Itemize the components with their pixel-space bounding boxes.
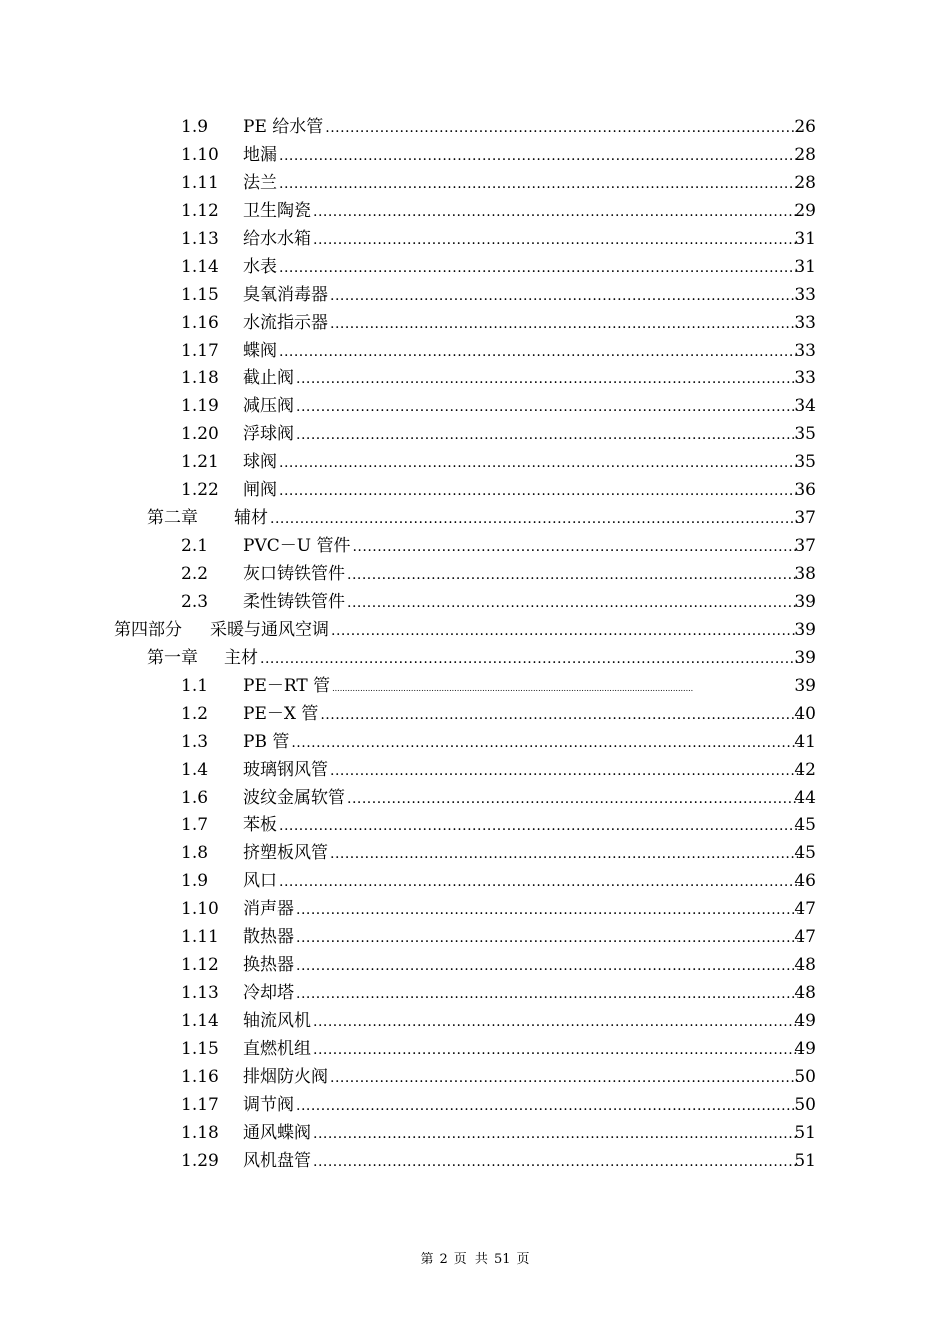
- toc-entry-number: 1.9: [181, 871, 209, 892]
- dot-leader: [296, 981, 798, 1009]
- toc-entry[interactable]: [0, 785, 950, 813]
- toc-entry-page: 35: [794, 424, 816, 445]
- toc-entry-number: 2.3: [181, 591, 209, 612]
- toc-entry-title: 排烟防火阀: [243, 1066, 328, 1087]
- dot-leader: [347, 786, 798, 814]
- toc-entry-title-leader: [243, 421, 798, 450]
- toc-entry-title-leader: [243, 282, 798, 311]
- toc-entry-page: 35: [794, 452, 816, 473]
- toc-entry-title: 水表: [243, 256, 277, 277]
- toc-entry[interactable]: [0, 589, 950, 617]
- toc-entry-title-leader: [243, 729, 798, 758]
- footer-total-pages: 51: [493, 1252, 511, 1267]
- toc-entry-title: 通风蝶阀: [243, 1122, 311, 1143]
- dot-leader: [330, 283, 798, 311]
- toc-entry-number: 1.4: [181, 759, 209, 780]
- toc-entry[interactable]: [0, 645, 950, 673]
- toc-entry-number: 1.1: [181, 675, 209, 696]
- toc-entry-title-leader: [234, 505, 798, 534]
- toc-entry-title: 冷却塔: [243, 983, 294, 1004]
- toc-entry-page: 39: [794, 591, 816, 612]
- toc-entry[interactable]: [0, 477, 950, 505]
- toc-entry-number: 1.18: [181, 368, 219, 389]
- toc-entry-number: 1.16: [181, 1066, 219, 1087]
- toc-entry-title-leader: [243, 673, 693, 703]
- toc-entry-title-leader: [243, 254, 798, 283]
- dot-leader: [296, 1093, 798, 1121]
- dot-leader: [313, 1009, 798, 1037]
- toc-entry[interactable]: [0, 980, 950, 1008]
- toc-entry-number: 1.2: [181, 703, 209, 724]
- toc-entry-title-leader: [243, 980, 798, 1009]
- toc-entry-page: 48: [794, 983, 816, 1004]
- dot-leader: [279, 171, 798, 199]
- toc-entry[interactable]: [0, 868, 950, 896]
- toc-entry-page: 39: [794, 675, 816, 696]
- toc-entry-title: 蝶阀: [243, 340, 277, 361]
- toc-entry-page: 38: [794, 564, 816, 584]
- toc-entry-page: 34: [794, 396, 816, 417]
- toc-entry-title-leader: [243, 533, 798, 562]
- toc-entry-title: 柔性铸铁管件: [243, 591, 345, 612]
- toc-entry-title-leader: [243, 952, 798, 981]
- toc-entry-title: 挤塑板风管: [243, 843, 328, 864]
- toc-entry-title-leader: [243, 840, 798, 869]
- toc-entry[interactable]: [0, 1064, 950, 1092]
- toc-entry-page: 45: [794, 843, 816, 864]
- toc-entry-number: 1.7: [181, 815, 209, 836]
- toc-entry-page: 51: [794, 1122, 816, 1143]
- toc-entry-number: 1.17: [181, 340, 219, 361]
- footer-middle: 页 共: [453, 1252, 488, 1267]
- toc-entry-title: 辅材: [234, 508, 268, 529]
- dot-leader: [279, 255, 798, 283]
- dot-leader: [325, 115, 798, 143]
- toc-entry[interactable]: [0, 142, 950, 170]
- toc-entry[interactable]: [0, 533, 950, 561]
- toc-entry[interactable]: [0, 1036, 950, 1064]
- toc-entry-number: 1.6: [181, 787, 209, 808]
- toc-entry-title: 给水水箱: [243, 228, 311, 249]
- toc-entry-title: 浮球阀: [243, 424, 294, 445]
- toc-entry-number: 2.1: [181, 536, 209, 557]
- toc-entry[interactable]: [0, 757, 950, 785]
- dot-leader: [347, 562, 798, 590]
- dot-leader: [313, 1149, 798, 1177]
- toc-entry-title-leader: [243, 1148, 798, 1177]
- toc-entry-number: 1.21: [181, 452, 219, 473]
- toc-entry-title-leader: [243, 198, 798, 227]
- toc-entry[interactable]: [0, 505, 950, 533]
- toc-entry-page: 49: [794, 1011, 816, 1031]
- dot-leader: [352, 534, 798, 562]
- toc-entry-title-leader: [243, 1064, 798, 1093]
- toc-entry-title-leader: [243, 589, 798, 618]
- toc-entry-page: 48: [794, 955, 816, 976]
- toc-entry-number: 1.13: [181, 983, 219, 1004]
- toc-entry-page: 29: [794, 200, 816, 221]
- toc-entry[interactable]: [0, 729, 950, 757]
- toc-entry-page: 37: [794, 536, 816, 557]
- toc-entry-title: 截止阀: [243, 368, 294, 389]
- toc-entry-title-leader: [224, 645, 798, 674]
- toc-entry-number: 1.9: [181, 117, 209, 137]
- toc-entry[interactable]: [0, 896, 950, 924]
- toc-entry[interactable]: [0, 1148, 950, 1176]
- toc-entry-title: 主材: [224, 647, 258, 668]
- toc-entry-page: 33: [794, 284, 816, 305]
- toc-entry-title-leader: [243, 142, 798, 171]
- toc-entry-title: PE 给水管: [243, 117, 324, 137]
- toc-entry-title-leader: [243, 785, 798, 814]
- toc-entry[interactable]: [0, 365, 950, 393]
- toc-entry-number: 1.8: [181, 843, 209, 864]
- toc-entry-title: 减压阀: [243, 396, 294, 417]
- toc-entry-title: 风口: [243, 871, 277, 892]
- toc-entry-title-leader: [243, 701, 798, 730]
- toc-entry[interactable]: [0, 198, 950, 226]
- toc-entry-number: 1.13: [181, 228, 219, 249]
- toc-entry-page: 50: [794, 1066, 816, 1087]
- toc-entry-title-leader: [243, 393, 798, 422]
- dot-leader: [260, 646, 798, 674]
- toc-entry-title: 卫生陶瓷: [243, 200, 311, 221]
- toc-entry-page: 36: [794, 480, 816, 501]
- toc-entry-number: 1.14: [181, 1011, 219, 1031]
- dot-leader: [332, 675, 693, 703]
- toc-entry-number: 第二章: [147, 508, 198, 529]
- toc-entry-number: 2.2: [181, 564, 209, 584]
- toc-entry[interactable]: [0, 393, 950, 421]
- dot-leader: [313, 227, 798, 255]
- toc-entry-number: 1.11: [181, 172, 219, 193]
- dot-leader: [331, 618, 798, 646]
- toc-entry[interactable]: [0, 952, 950, 980]
- toc-entry[interactable]: [0, 226, 950, 254]
- toc-entry-number: 1.17: [181, 1094, 219, 1115]
- toc-entry-page: 39: [794, 647, 816, 668]
- dot-leader: [347, 590, 798, 618]
- toc-entry-number: 1.3: [181, 731, 209, 752]
- toc-entry-number: 1.14: [181, 256, 219, 277]
- toc-entry-page: 41: [794, 731, 816, 752]
- toc-entry-number: 1.19: [181, 396, 219, 417]
- toc-entry-title-leader: [243, 226, 798, 255]
- toc-entry-number: 1.20: [181, 424, 219, 445]
- toc-entry-title: 地漏: [243, 144, 277, 165]
- toc-entry-title-leader: [243, 924, 798, 953]
- dot-leader: [279, 339, 798, 367]
- toc-entry-page: 51: [794, 1150, 816, 1171]
- toc-entry-title-leader: [243, 170, 798, 199]
- dot-leader: [296, 394, 798, 422]
- toc-entry-title-leader: [243, 338, 798, 367]
- toc-entry[interactable]: [0, 1092, 950, 1120]
- toc-entry[interactable]: [0, 617, 950, 645]
- dot-leader: [296, 925, 798, 953]
- toc-entry-title: PE－RT 管: [243, 675, 331, 696]
- toc-entry[interactable]: [0, 673, 950, 701]
- dot-leader: [296, 366, 798, 394]
- toc-entry-page: 33: [794, 368, 816, 389]
- dot-leader: [330, 1065, 798, 1093]
- toc-entry-title-leader: [210, 617, 798, 646]
- dot-leader: [313, 199, 798, 227]
- toc-entry-page: 28: [794, 144, 816, 165]
- toc-entry-title-leader: [243, 1120, 798, 1149]
- toc-entry-page: 39: [794, 619, 816, 640]
- toc-entry-page: 31: [794, 256, 816, 277]
- toc-entry-title-leader: [243, 1008, 798, 1037]
- dot-leader: [291, 730, 798, 758]
- dot-leader: [279, 450, 798, 478]
- toc-entry-title: 散热器: [243, 927, 294, 948]
- dot-leader: [279, 143, 798, 171]
- toc-entry-title: 臭氧消毒器: [243, 284, 328, 305]
- dot-leader: [279, 478, 798, 506]
- toc-entry-title: 调节阀: [243, 1094, 294, 1115]
- dot-leader: [270, 506, 798, 534]
- toc-entry-page: 31: [794, 228, 816, 249]
- toc-entry-title: 风机盘管: [243, 1150, 311, 1171]
- toc-entry[interactable]: [0, 1120, 950, 1148]
- toc-entry-title-leader: [243, 114, 798, 143]
- dot-leader: [279, 869, 798, 897]
- toc-entry[interactable]: [0, 254, 950, 282]
- dot-leader: [330, 758, 798, 786]
- toc-entry[interactable]: [0, 114, 950, 142]
- toc-entry-page: 46: [794, 871, 816, 892]
- toc-entry-page: 26: [794, 117, 816, 137]
- table-of-contents: [0, 114, 950, 1176]
- toc-entry[interactable]: [0, 310, 950, 338]
- dot-leader: [279, 813, 798, 841]
- toc-entry-number: 1.11: [181, 927, 219, 948]
- toc-entry-title-leader: [243, 896, 798, 925]
- toc-entry-page: 33: [794, 312, 816, 333]
- footer-suffix: 页: [516, 1252, 530, 1267]
- dot-leader: [296, 953, 798, 981]
- dot-leader: [313, 1037, 798, 1065]
- toc-entry-title: PB 管: [243, 731, 290, 752]
- footer-current-page: 2: [439, 1252, 448, 1267]
- dot-leader: [330, 311, 798, 339]
- dot-leader: [296, 422, 798, 450]
- toc-entry-number: 1.10: [181, 899, 219, 920]
- toc-entry-title: 波纹金属软管: [243, 787, 345, 808]
- toc-entry-number: 1.15: [181, 1038, 219, 1059]
- toc-entry-page: 42: [794, 759, 816, 780]
- toc-entry-number: 1.12: [181, 200, 219, 221]
- toc-entry[interactable]: [0, 449, 950, 477]
- toc-entry[interactable]: [0, 170, 950, 198]
- toc-entry-page: 49: [794, 1038, 816, 1059]
- toc-entry-number: 第四部分: [114, 619, 182, 640]
- toc-entry-title: 闸阀: [243, 480, 277, 501]
- toc-entry-page: 45: [794, 815, 816, 836]
- dot-leader: [330, 841, 798, 869]
- toc-entry-title-leader: [243, 477, 798, 506]
- toc-entry-title: 消声器: [243, 899, 294, 920]
- toc-entry[interactable]: [0, 701, 950, 729]
- dot-leader: [313, 1121, 798, 1149]
- toc-entry-page: 37: [794, 508, 816, 529]
- toc-entry-title: PVC－U 管件: [243, 536, 351, 557]
- toc-entry[interactable]: [0, 924, 950, 952]
- toc-entry[interactable]: [0, 1008, 950, 1036]
- toc-entry-number: 1.29: [181, 1150, 219, 1171]
- toc-entry-title-leader: [243, 868, 798, 897]
- toc-entry-title-leader: [243, 310, 798, 339]
- toc-entry-title: 换热器: [243, 955, 294, 976]
- toc-entry-page: 28: [794, 172, 816, 193]
- footer-prefix: 第: [420, 1252, 434, 1267]
- toc-entry-title-leader: [243, 365, 798, 394]
- toc-entry-number: 1.22: [181, 480, 219, 501]
- toc-entry-title: 法兰: [243, 172, 277, 193]
- toc-entry-title-leader: [243, 757, 798, 786]
- toc-entry[interactable]: [0, 338, 950, 366]
- toc-entry-number: 1.12: [181, 955, 219, 976]
- toc-entry-title-leader: [243, 1092, 798, 1121]
- toc-entry-title-leader: [243, 1036, 798, 1065]
- dot-leader: [320, 702, 798, 730]
- toc-entry-title: 灰口铸铁管件: [243, 564, 345, 584]
- toc-entry-title: 水流指示器: [243, 312, 328, 333]
- dot-leader: [296, 897, 798, 925]
- toc-entry-page: 44: [794, 787, 816, 808]
- toc-entry-title: PE－X 管: [243, 703, 319, 724]
- toc-entry-number: 1.18: [181, 1122, 219, 1143]
- toc-entry-page: 47: [794, 927, 816, 948]
- toc-entry-title-leader: [243, 449, 798, 478]
- toc-entry-title: 苯板: [243, 815, 277, 836]
- page-footer: [0, 1248, 950, 1267]
- toc-entry-page: 33: [794, 340, 816, 361]
- toc-entry-page: 40: [794, 703, 816, 724]
- toc-entry-title: 轴流风机: [243, 1011, 311, 1031]
- toc-entry-page: 50: [794, 1094, 816, 1115]
- toc-entry-number: 1.15: [181, 284, 219, 305]
- toc-entry-title-leader: [243, 812, 798, 841]
- toc-entry-number: 第一章: [147, 647, 198, 668]
- toc-entry-number: 1.10: [181, 144, 219, 165]
- toc-entry-title: 球阀: [243, 452, 277, 473]
- toc-entry[interactable]: [0, 421, 950, 449]
- toc-entry[interactable]: [0, 282, 950, 310]
- toc-entry[interactable]: [0, 561, 950, 589]
- toc-entry[interactable]: [0, 840, 950, 868]
- toc-entry[interactable]: [0, 812, 950, 840]
- toc-entry-title-leader: [243, 561, 798, 590]
- toc-entry-page: 47: [794, 899, 816, 920]
- toc-entry-title: 采暖与通风空调: [210, 619, 329, 640]
- toc-entry-title: 直燃机组: [243, 1038, 311, 1059]
- toc-entry-title: 玻璃钢风管: [243, 759, 328, 780]
- toc-entry-number: 1.16: [181, 312, 219, 333]
